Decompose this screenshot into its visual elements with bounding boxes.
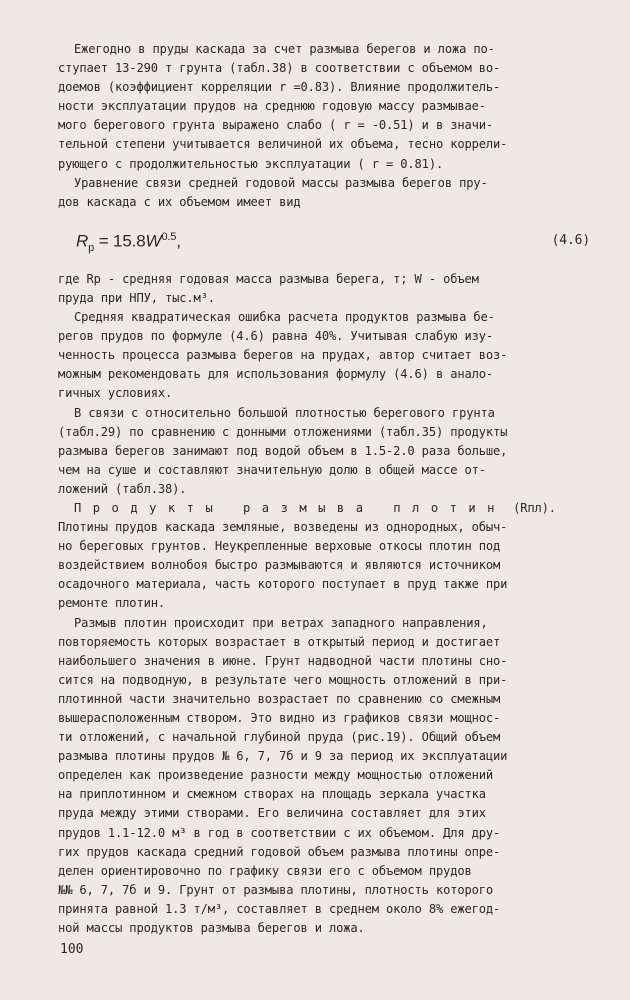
text-line: на приплотинном и смежном створах на площадь зеркала участка: [58, 787, 486, 802]
formula-lhs: R: [76, 231, 89, 251]
text-line: можным рекомендовать для использования формулу (4.6) в анало-: [58, 367, 493, 382]
text-line: Уравнение связи средней годовой массы размыва берегов пру-: [74, 175, 488, 190]
formula-variable: W: [145, 231, 162, 251]
formula-rhs: = 15.8: [98, 231, 146, 251]
text-line: ности эксплуатации прудов на среднюю годовую массу размывае-: [58, 99, 486, 114]
text-line: ремонте плотин.: [58, 596, 165, 611]
text-line: гичных условиях.: [58, 386, 173, 401]
text-line: дов каскада с их объемом имеет вид: [58, 194, 301, 209]
text-line: ной массы продуктов размыва берегов и ложа.: [58, 921, 365, 936]
page-number: 100: [60, 942, 84, 957]
text-line: пруда между этими створами. Его величина составляет для этих: [58, 806, 486, 821]
text-line: прудов 1.1-12.0 м³ в год в соответствии с их объемом. Для дру-: [58, 825, 501, 840]
text-line: делен ориентировочно по графику связи его с объемом прудов: [58, 863, 472, 878]
text-line: вышерасположенным створом. Это видно из графиков связи мощнос-: [58, 711, 501, 725]
text-line: где Rр - средняя годовая масса размыва берега, т; W - объем: [58, 271, 479, 286]
text-line: принята равной 1.3 т/м³, составляет в среднем около 8% ежегод-: [58, 901, 501, 916]
text-line: размыва берегов занимают под водой объем в 1.5-2.0 раза больше,: [58, 443, 508, 458]
paragraph-5: [58, 404, 598, 499]
formula-lhs-subscript: р: [88, 241, 95, 254]
text-line: определен как произведение разности между мощностью отложений: [58, 768, 493, 783]
text-line: размыва плотины прудов № 6, 7, 7б и 9 за период их эксплуатации: [58, 749, 508, 764]
heading-symbol: (Rпл).: [513, 500, 556, 515]
text-line: осадочного материала, часть которого поступает в пруд также при: [58, 577, 508, 592]
paragraph-1: [58, 40, 598, 174]
formula-number: (4.6): [551, 232, 590, 248]
text-line: чем на суше и составляют значительную долю в общей массе от-: [58, 462, 486, 477]
paragraph-3: [58, 270, 598, 308]
text-line: регов прудов по формуле (4.6) равна 40%. Учитывая слабую изу-: [58, 329, 493, 344]
text-line: Ежегодно в пруды каскада за счет размыва берегов и ложа по-: [74, 42, 495, 56]
text-line: В связи с относительно большой плотностью берегового грунта: [74, 405, 495, 420]
formula-exponent: 0.5: [161, 230, 177, 243]
formula-expression: [76, 228, 181, 258]
section-heading: [58, 499, 598, 518]
text-line: рующего с продолжительностью эксплуатации ( r = 0.81).: [58, 156, 444, 171]
text-line: но береговых грунтов. Неукрепленные верховые откосы плотин под: [58, 539, 501, 554]
text-line: (табл.29) по сравнению с донными отложениями (табл.35) продукты: [58, 424, 508, 439]
page-body: [58, 40, 598, 938]
text-line: мого берегового грунта выражено слабо ( r = -0.51) и в значи-: [58, 118, 493, 133]
text-line: №№ 6, 7, 7б и 9. Грунт от размыва плотины, плотность которого: [58, 882, 493, 897]
formula-comma: ,: [176, 231, 181, 251]
text-line: сится на подводную, в результате чего мощность отложений в при-: [58, 672, 508, 687]
text-line: пруда при НПУ, тыс.м³.: [58, 290, 215, 305]
text-line: гих прудов каскада средний годовой объем размыва плотины опре-: [58, 844, 501, 859]
text-line: воздействием волнобоя быстро размываются и являются источником: [58, 558, 501, 573]
text-line: наибольшего значения в июне. Грунт надводной части плотины сно-: [58, 653, 508, 668]
heading-spaced-text: Продукты размыва плотин: [74, 500, 506, 515]
paragraph-2: [58, 174, 598, 212]
text-line: ти отложений, с начальной глубиной пруда (рис.19). Общий объем: [58, 730, 501, 745]
text-line: ступает 13-290 т грунта (табл.38) в соответствии с объемом во-: [58, 61, 501, 76]
paragraph-7: [58, 614, 598, 939]
text-line: тельной степени учитывается величиной их объема, тесно коррели-: [58, 137, 508, 152]
text-line: ложений (табл.38).: [58, 481, 187, 496]
text-line: Плотины прудов каскада земляные, возведены из однородных, обыч-: [58, 520, 508, 535]
text-line: доемов (коэффициент корреляции r =0.83). Влияние продолжитель-: [58, 80, 501, 95]
formula-4-6: [58, 212, 598, 270]
text-line: Средняя квадратическая ошибка расчета продуктов размыва бе-: [74, 310, 495, 325]
text-line: Размыв плотин происходит при ветрах западного направления,: [74, 615, 488, 630]
text-line: плотинной части значительно возрастает по сравнению со смежным: [58, 691, 501, 706]
paragraph-4: [58, 308, 598, 403]
text-line: повторяемость которых возрастает в открытый период и достигает: [58, 634, 501, 649]
text-line: ченность процесса размыва берегов на прудах, автор считает воз-: [58, 348, 508, 363]
paragraph-6: [58, 518, 598, 613]
heading-line: [58, 499, 598, 518]
